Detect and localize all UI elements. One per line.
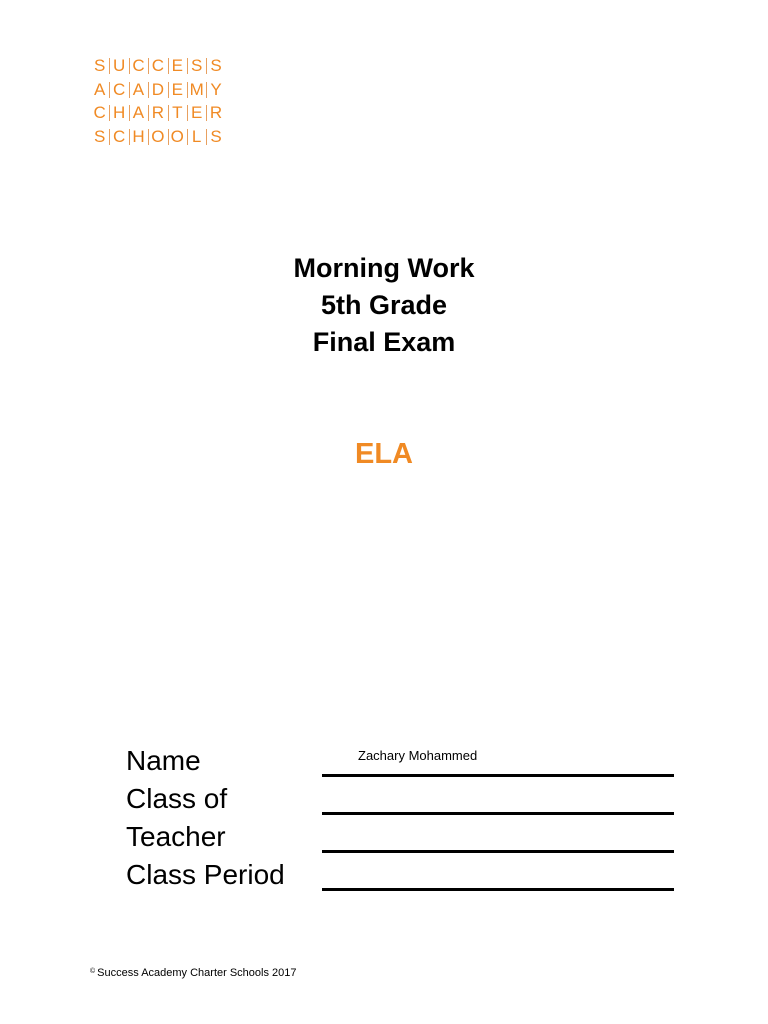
- logo-letter: R: [148, 101, 167, 125]
- logo-letter: H: [109, 101, 128, 125]
- school-logo: [90, 54, 226, 148]
- student-info-form: [126, 740, 686, 892]
- name-underline: [322, 774, 674, 777]
- logo-letter: O: [168, 125, 187, 149]
- title-line-1: Morning Work: [293, 253, 475, 283]
- name-label: Name: [126, 745, 201, 776]
- logo-letter: C: [148, 54, 167, 78]
- logo-letter: M: [187, 78, 206, 102]
- teacher-label: Teacher: [126, 821, 226, 852]
- class-period-field-row: [126, 854, 686, 892]
- logo-letter: A: [129, 101, 148, 125]
- title-line-3: Final Exam: [312, 327, 456, 357]
- logo-letter: S: [94, 126, 106, 146]
- name-value[interactable]: Zachary Mohammed: [358, 748, 478, 763]
- logo-letter: U: [109, 54, 128, 78]
- logo-letter: Y: [206, 78, 225, 102]
- logo-letter: H: [129, 125, 148, 149]
- title-line-2: 5th Grade: [320, 290, 448, 320]
- logo-letter: L: [187, 125, 206, 149]
- name-field-row: [126, 740, 686, 778]
- class-period-label: Class Period: [126, 859, 285, 890]
- copyright-symbol: ©: [90, 968, 96, 975]
- logo-letter: O: [148, 125, 167, 149]
- logo-letter: C: [109, 78, 128, 102]
- class-period-underline: [322, 888, 674, 891]
- logo-letter: E: [168, 78, 187, 102]
- logo-letter: S: [187, 54, 206, 78]
- subject-heading: ELA: [355, 438, 413, 470]
- logo-letter: A: [94, 79, 106, 99]
- logo-letter: C: [109, 125, 128, 149]
- copyright-text: Success Academy Charter Schools 2017: [97, 967, 297, 979]
- exam-title-block: [0, 250, 768, 361]
- logo-letter: S: [206, 54, 225, 78]
- class-of-label: Class of: [126, 783, 228, 814]
- logo-letter: D: [148, 78, 167, 102]
- logo-letter: R: [206, 101, 225, 125]
- logo-letter: E: [187, 101, 206, 125]
- logo-letter: C: [129, 54, 148, 78]
- teacher-field-row: [126, 816, 686, 854]
- copyright-footer: [90, 966, 297, 980]
- logo-letter: S: [206, 125, 225, 149]
- teacher-underline: [322, 850, 674, 853]
- logo-letter: E: [168, 54, 187, 78]
- class-of-field-row: [126, 778, 686, 816]
- logo-letter: S: [94, 56, 106, 75]
- class-of-underline: [322, 812, 674, 815]
- logo-letter: C: [93, 103, 106, 122]
- logo-letter: T: [168, 101, 187, 125]
- logo-letter: A: [129, 78, 148, 102]
